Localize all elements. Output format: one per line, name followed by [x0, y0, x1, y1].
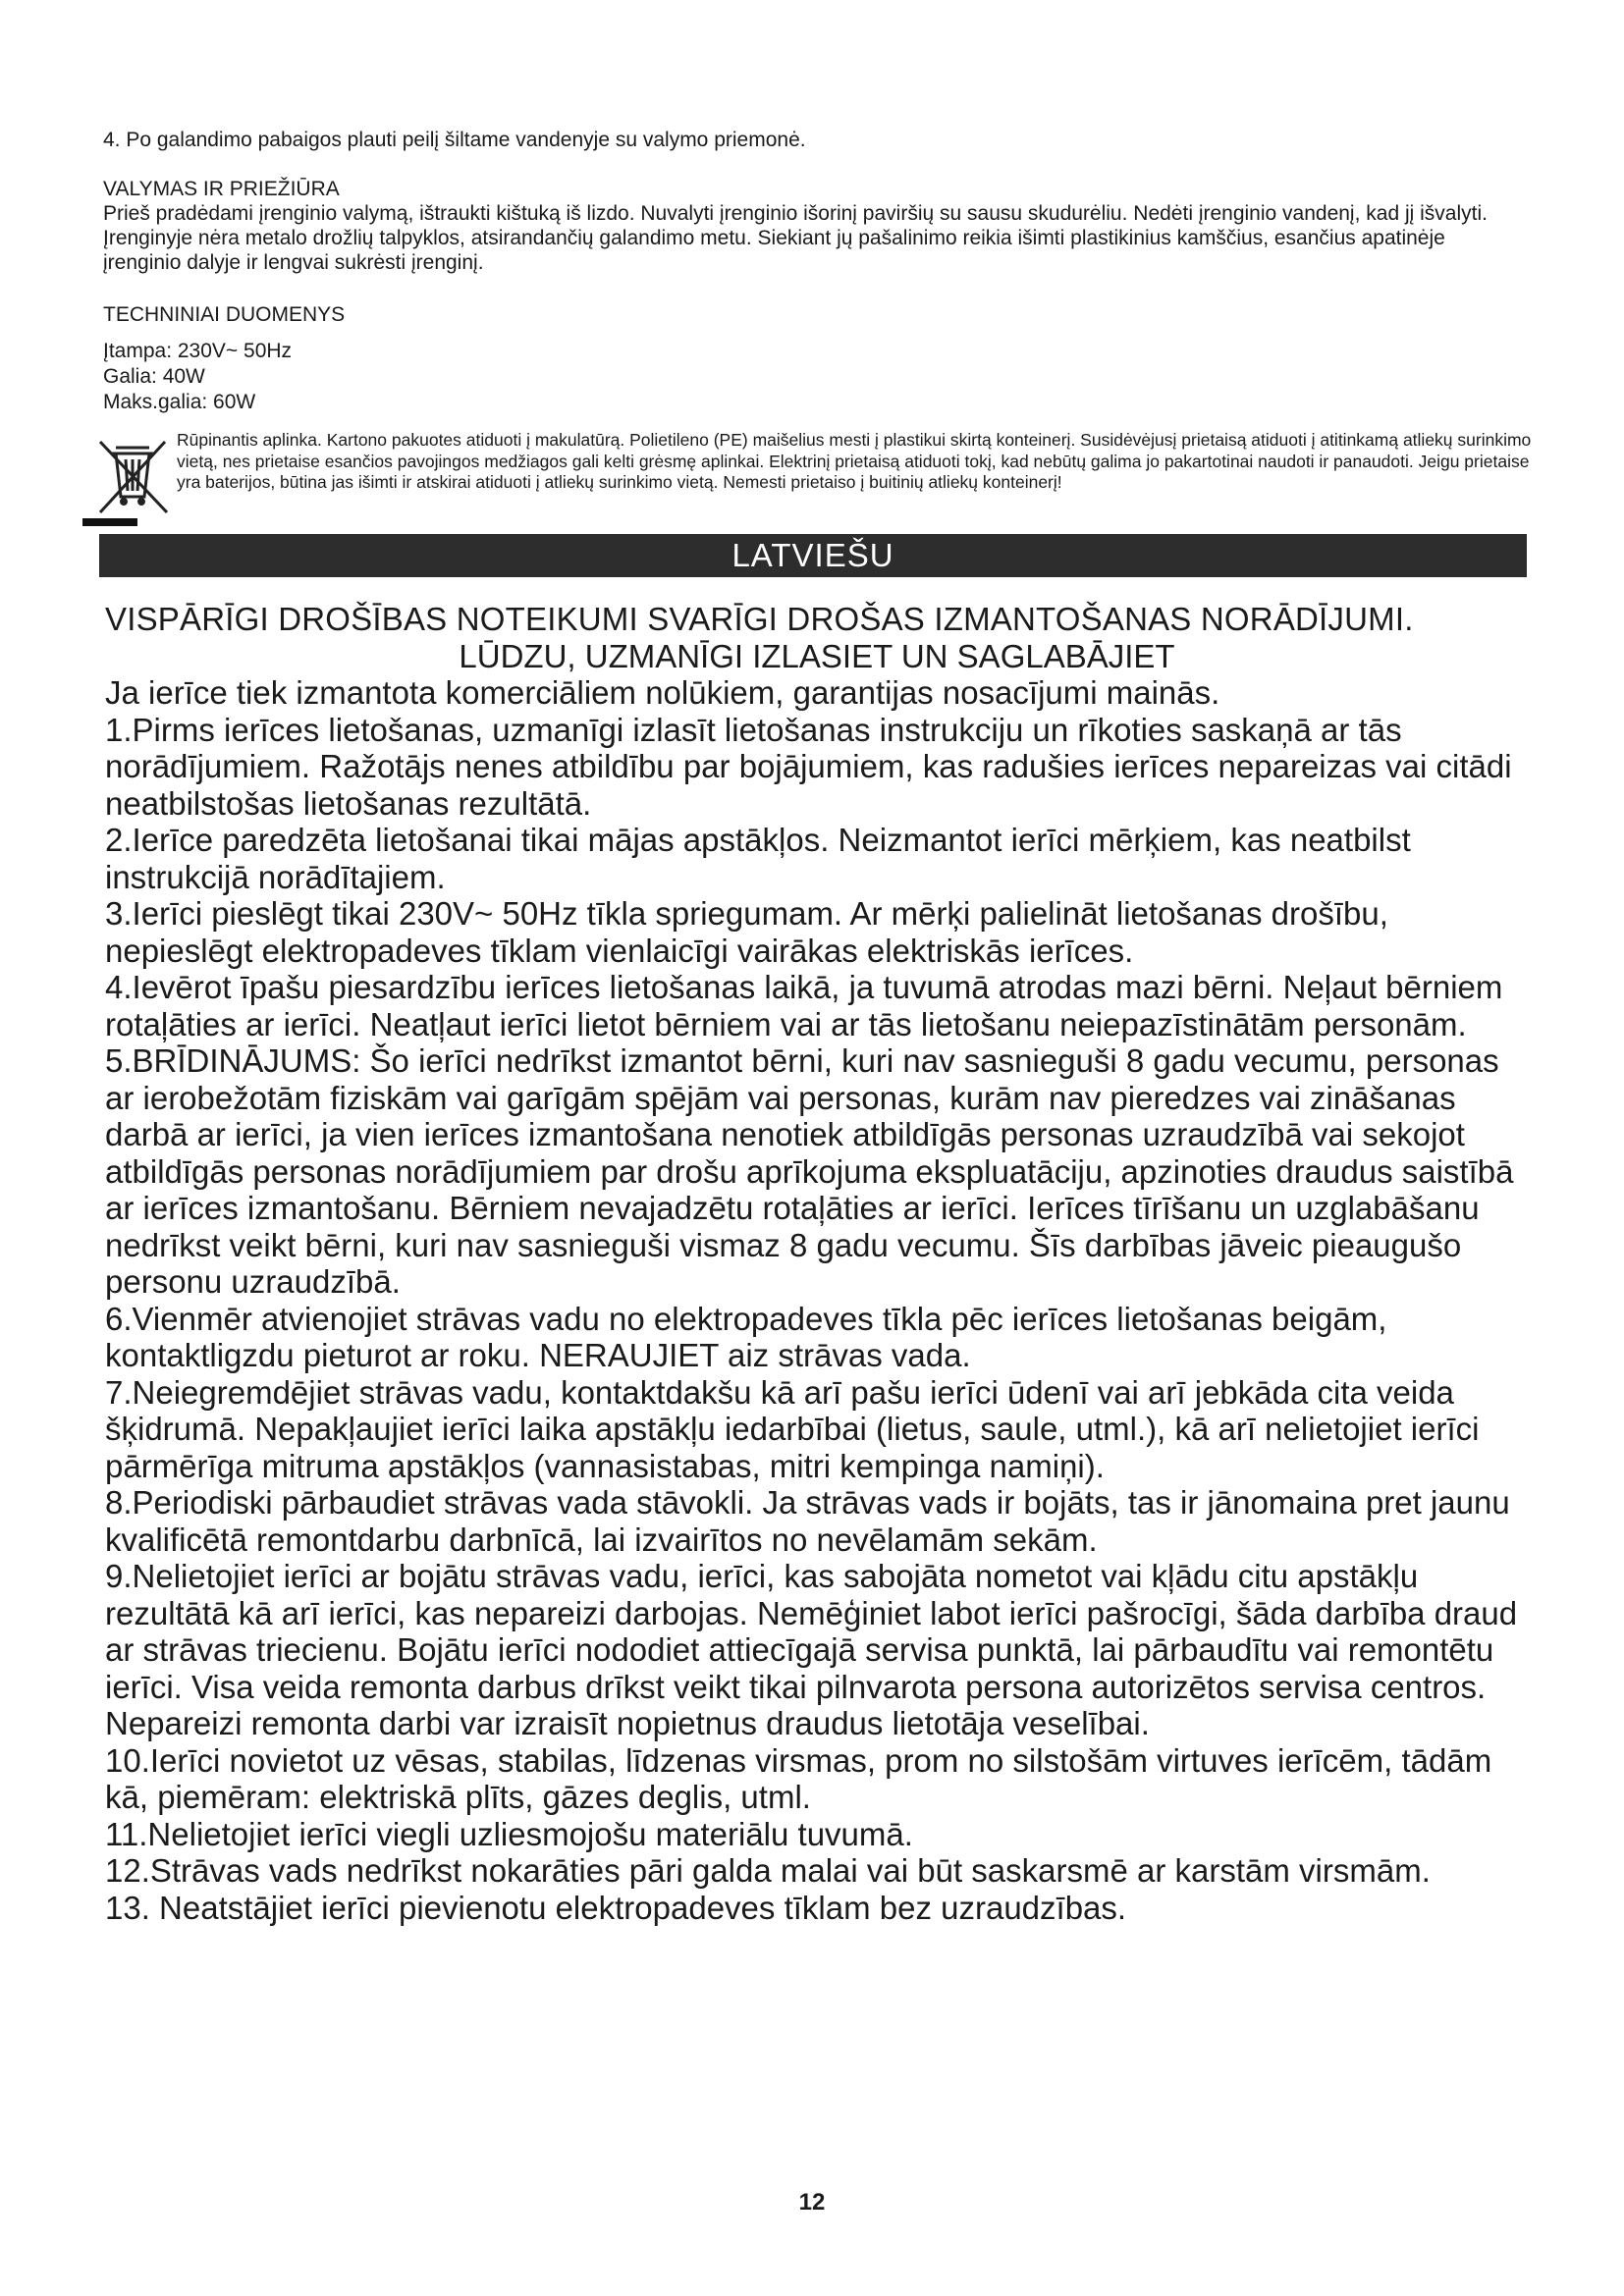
language-banner-latvian: LATVIEŠU — [99, 534, 1527, 577]
lt-cleaning-title: VALYMAS IR PRIEŽIŪRA — [103, 178, 340, 200]
crossed-bin-icon — [79, 430, 175, 528]
lt-cleaning-section — [103, 177, 1527, 275]
lt-cleaning-text: Prieš pradėdami įrenginio valymą, ištraukti kištuką iš lizdo. Nuvalyti įrenginio išorinį paviršių su sausu skudurėliu. Nedėti įrenginio vandenį, kad jį išvalyti. Įrenginyje nėra metalo drožlių talpyklos, atsirandančių galandimo metu. Siekiant jų pašalinimo reikia išimti plastikinius kamščius, esančius apatinėje įrenginio dalyje ir lengvai sukrėsti įrenginį. — [103, 202, 1488, 274]
lt-technical-data — [103, 339, 1527, 415]
lv-item-8: 8.Periodiski pārbaudiet strāvas vada stāvokli. Ja strāvas vads ir bojāts, tas ir jānomaina pret jaunu kvalificētā remontdarbu darbnīcā, lai izvairītos no nevēlamām sekām. — [105, 1484, 1510, 1558]
page-number: 12 — [798, 2189, 826, 2216]
lv-item-13: 13. Neatstājiet ierīci pievienotu elektropadeves tīklam bez uzraudzības. — [105, 1889, 1127, 1926]
lv-item-12: 12.Strāvas vads nedrīkst nokarāties pāri galda malai vai būt saskarsmē ar karstām virsmām. — [105, 1852, 1431, 1889]
lv-item-9: 9.Nelietojiet ierīci ar bojātu strāvas vadu, ierīci, kas sabojāta nometot vai kļādu citu apstākļu rezultātā kā arī ierīci, kas nepareizi darbojas. Nemēģiniet labot ierīci pašrocīgi, šāda darbība draud ar strāvas triecienu. Bojātu ierīci nododiet attiecīgajā servisa punktā, lai pārbaudītu vai remontētu ierīci. Visa veida remonta darbus drīkst veikt tikai pilnvarota persona autorizētos servisa centros. Nepareizi remonta darbi var izraisīt nopietnus draudus lietotāja veselībai. — [105, 1558, 1518, 1741]
lv-item-4: 4.Ievērot īpašu piesardzību ierīces lietošanas laikā, ja tuvumā atrodas mazi bērni. Neļaut bērniem rotaļāties ar ierīci. Neatļaut ierīci lietot bērniem vai ar tās lietošanu neiepazīstinātām personām. — [105, 969, 1503, 1042]
lt-technical-section — [103, 302, 1527, 327]
lv-item-1: 1.Pirms ierīces lietošanas, uzmanīgi izlasīt lietošanas instrukciju un rīkoties saskaņā ar tās norādījumiem. Ražotājs nenes atbildību par bojājumiem, kas radušies ierīces nepareizas vai citādi neatbilstošas lietošanas rezultātā. — [105, 711, 1512, 822]
lv-item-11: 11.Nelietojiet ierīci viegli uzliesmojošu materiālu tuvumā. — [105, 1815, 913, 1852]
lv-item-3: 3.Ierīci pieslēgt tikai 230V~ 50Hz tīkla spriegumam. Ar mērķi palielināt lietošanas drošību, nepieslēgt elektropadeves tīklam vienlaicīgi vairākas elektriskās ierīces. — [105, 895, 1388, 969]
lt-technical-title: TECHNINIAI DUOMENYS — [103, 303, 346, 326]
lv-item-10: 10.Ierīci novietot uz vēsas, stabilas, līdzenas virsmas, prom no silstošām virtuves ierīcēm, tādām kā, piemēram: elektriskā plīts, gāzes deglis, utml. — [105, 1741, 1492, 1815]
recycling-text: Rūpinantis aplinka. Kartono pakuotes atiduoti į makulatūrą. Polietileno (PE) maišelius mesti į plastikui skirtą konteinerį. Susidėvėjusį prietaisą atiduoti į atitinkamą atliekų surinkimo vietą, nes prietaise esančios pavojingos medžiagos gali kelti grėsmę aplinkai. Elektrinį prietaisą atiduoti tokį, kad nebūtų galima jo pakartotinai naudoti ir panaudoti. Jeigu prietaise yra baterijos, būtina jas išimti ir atskirai atiduoti į atliekų surinkimo vietą. Nemesti prietaiso į buitinių atliekų konteinerį! — [177, 430, 1532, 492]
lv-item-2: 2.Ierīce paredzēta lietošanai tikai mājas apstākļos. Neizmantot ierīci mērķiem, kas neatbilst instrukcijā norādītajiem. — [105, 822, 1411, 895]
lv-safety-heading: VISPĀRĪGI DROŠĪBAS NOTEIKUMI SVARĪGI DROŠAS IZMANTOŠANAS NORĀDĪJUMI. — [105, 601, 1414, 637]
lt-voltage: Įtampa: 230V~ 50Hz — [103, 340, 293, 362]
lv-item-7: 7.Neiegremdējiet strāvas vadu, kontaktdakšu kā arī pašu ierīci ūdenī vai arī jebkāda cita veida šķidrumā. Nepakļaujiet ierīci laika apstākļu iedarbībai (lietus, saule, utml.), kā arī nelietojiet ierīci pārmērīga mitruma apstākļos (vannasistabas, mitri kempinga namiņi). — [105, 1373, 1480, 1484]
lv-safety-subheading: LŪDZU, UZMANĪGI IZLASIET UN SAGLABĀJIET — [459, 637, 1175, 674]
lv-intro: Ja ierīce tiek izmantota komerciāliem nolūkiem, garantijas nosacījumi mainās. — [105, 674, 1220, 711]
lt-sharpening-step-4 — [103, 128, 1527, 152]
lt-max-power: Maks.galia: 60W — [103, 391, 256, 413]
lt-step-4-text: 4. Po galandimo pabaigos plauti peilį šiltame vandenyje su valymo priemonė. — [103, 129, 806, 151]
lt-power: Galia: 40W — [103, 365, 205, 388]
lv-item-6: 6.Vienmēr atvienojiet strāvas vadu no elektropadeves tīkla pēc ierīces lietošanas beigām, kontaktligzdu pieturot ar roku. NERAUJIET aiz strāvas vada. — [105, 1300, 1387, 1373]
lv-item-5: 5.BRĪDINĀJUMS: Šo ierīci nedrīkst izmantot bērni, kuri nav sasnieguši 8 gadu vecumu, personas ar ierobežotām fiziskām vai garīgām spējām vai personas, kurām nav pieredzes vai zināšanas darbā ar ierīci, ja vien ierīces izmantošana nenotiek atbildīgās personas uzraudzībā vai sekojot atbildīgās personas norādījumiem par drošu aprīkojuma ekspluatāciju, apzinoties draudus saistībā ar ierīces izmantošanu. Bērniem nevajadzētu rotaļāties ar ierīci. Ierīces tīrīšanu un uzglabāšanu nedrīkst veikt bērni, kuri nav sasnieguši vismaz 8 gadu vecumu. Šīs darbības jāveic pieaugušo personu uzraudzībā. — [105, 1042, 1514, 1300]
lv-safety-section — [105, 601, 1529, 1926]
